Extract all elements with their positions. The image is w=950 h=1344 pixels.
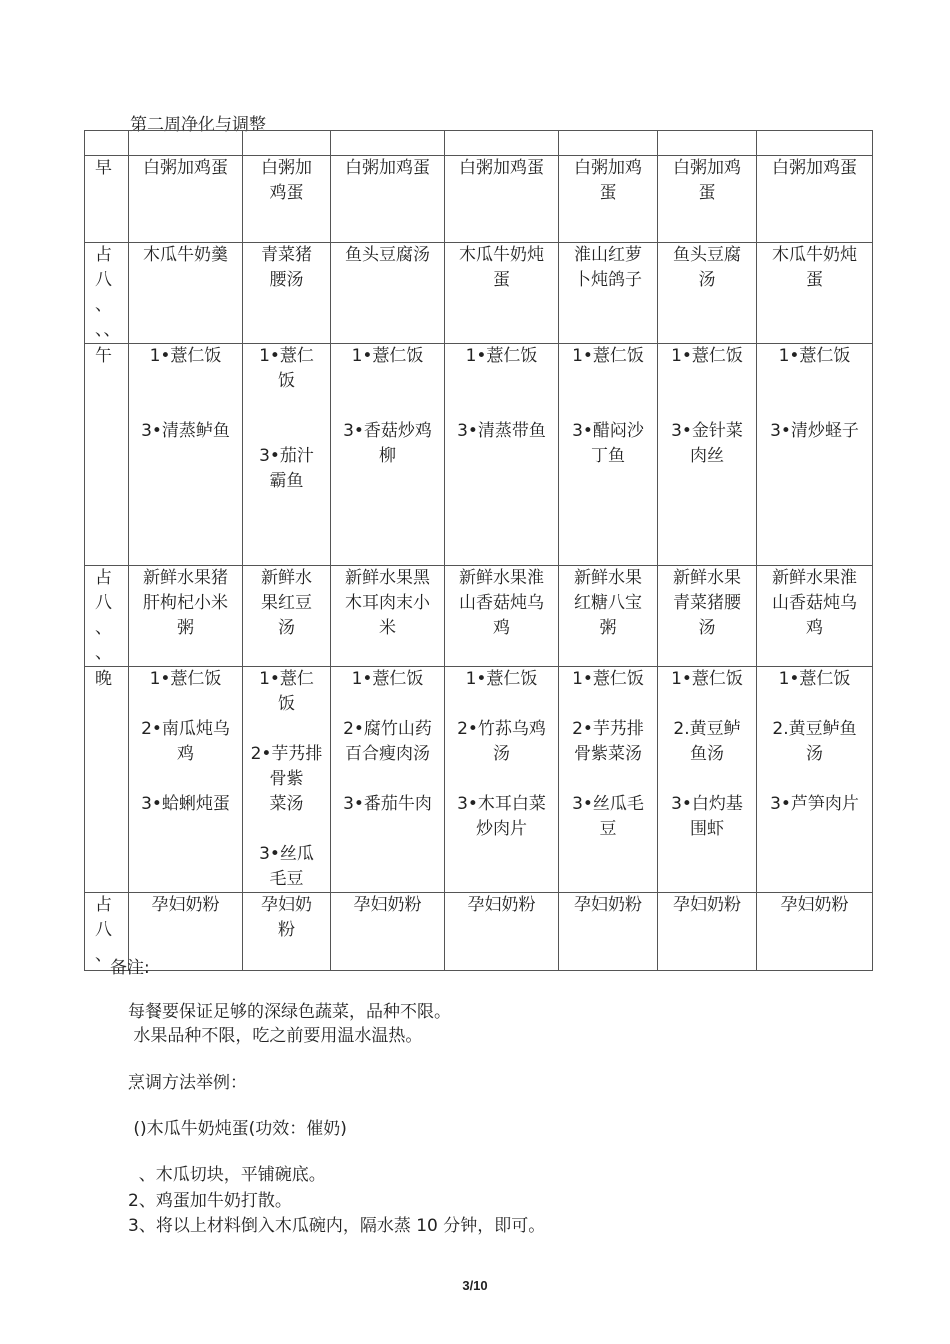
- row-label-text: 、: [95, 945, 112, 965]
- menu-cell-text: 新鲜水果淮 山香菇炖乌 鸡: [772, 568, 857, 638]
- menu-cell: [129, 566, 243, 667]
- menu-cell-text: 1•薏仁 饭 3•茄汁 霸鱼: [259, 346, 314, 491]
- menu-cell: [559, 243, 658, 344]
- menu-cell: [445, 243, 559, 344]
- row-label-text: 午: [95, 346, 112, 366]
- header-cell: [658, 131, 757, 156]
- menu-cell: [757, 156, 873, 243]
- menu-cell: [445, 566, 559, 667]
- menu-cell-text: 1•薏仁饭 3•清炒蛏子: [770, 346, 859, 441]
- menu-cell-text: 1•薏仁饭 3•醋闷沙 丁鱼: [572, 346, 644, 466]
- menu-cell: [129, 243, 243, 344]
- menu-cell-text: 孕妇奶 粉: [261, 895, 312, 940]
- menu-cell-text: 新鲜水果 红糖八宝 粥: [574, 568, 642, 638]
- row-label-text: 、: [95, 618, 112, 638]
- header-cell: [85, 131, 129, 156]
- row-label-snack: [85, 243, 129, 344]
- menu-cell: [445, 893, 559, 971]
- note-line: 每餐要保证足够的深绿色蔬菜，品种不限。: [128, 1002, 451, 1022]
- menu-cell: [129, 156, 243, 243]
- menu-cell: [757, 566, 873, 667]
- menu-cell-text: 白粥加鸡蛋: [345, 158, 430, 178]
- menu-cell: [658, 156, 757, 243]
- menu-cell-text: 新鲜水果 青菜猪腰 汤: [673, 568, 741, 638]
- menu-cell: [331, 667, 445, 893]
- menu-cell: [757, 667, 873, 893]
- menu-cell-text: 鱼头豆腐汤: [345, 245, 430, 265]
- menu-cell-text: 孕妇奶粉: [467, 895, 536, 915]
- header-cell: [331, 131, 445, 156]
- menu-cell-text: 孕妇奶粉: [780, 895, 849, 915]
- menu-cell: [559, 344, 658, 566]
- menu-cell-text: 1•薏仁饭 2•芋艿排 骨紫菜汤 3•丝瓜毛 豆: [572, 669, 644, 839]
- menu-cell-text: 1•薏仁饭 3•清蒸带鱼: [457, 346, 546, 441]
- table-row-breakfast: [85, 156, 873, 243]
- menu-cell: [559, 667, 658, 893]
- menu-cell: [658, 566, 757, 667]
- menu-cell-text: 1•薏仁饭 2•南瓜炖乌 鸡 3•蛤蜊炖蛋: [141, 669, 230, 814]
- header-cell: [445, 131, 559, 156]
- menu-cell-text: 新鲜水果淮 山香菇炖乌 鸡: [459, 568, 544, 638]
- table-row-dinner: [85, 667, 873, 893]
- row-label-text: 占: [95, 245, 112, 265]
- menu-cell-text: 白粥加鸡蛋: [459, 158, 544, 178]
- table-row-night-snack: [85, 893, 873, 971]
- menu-cell-text: 新鲜水果猪 肝枸杞小米 粥: [143, 568, 228, 638]
- menu-cell: [559, 893, 658, 971]
- row-label-breakfast: [85, 156, 129, 243]
- row-label-text: 占: [95, 568, 112, 588]
- header-cell: [757, 131, 873, 156]
- menu-cell: [559, 566, 658, 667]
- note-line: 2、鸡蛋加牛奶打散。: [128, 1191, 292, 1211]
- menu-cell: [757, 344, 873, 566]
- menu-cell-text: 白粥加鸡 蛋: [574, 158, 642, 203]
- menu-cell-text: 1•薏仁饭 3•香菇炒鸡 柳: [343, 346, 432, 466]
- menu-cell-text: 1•薏仁饭 2•腐竹山药 百合瘦肉汤 3•番茄牛肉: [343, 669, 432, 814]
- row-label-text: 八: [95, 920, 112, 940]
- row-label-text: 、: [95, 295, 112, 315]
- header-cell: [129, 131, 243, 156]
- menu-cell-text: 鱼头豆腐 汤: [673, 245, 741, 290]
- menu-cell-text: 淮山红萝 卜炖鸽子: [574, 245, 642, 290]
- row-label-text: 、、: [95, 320, 121, 340]
- menu-cell-text: 木瓜牛奶羹: [143, 245, 228, 265]
- note-line: 、木瓜切块，平铺碗底。: [128, 1165, 326, 1185]
- row-label-text: 八: [95, 593, 112, 613]
- menu-cell-text: 1•薏仁饭 2.黄豆鲈 鱼汤 3•白灼基 围虾: [671, 669, 743, 839]
- menu-cell: [331, 243, 445, 344]
- menu-cell: [243, 156, 331, 243]
- row-label-dinner: [85, 667, 129, 893]
- menu-cell-text: 白粥加 鸡蛋: [261, 158, 312, 203]
- menu-cell: [129, 344, 243, 566]
- menu-cell-text: 1•薏仁饭 2.黄豆鲈鱼 汤 3•芦笋肉片: [770, 669, 859, 814]
- table-row-morning-snack: [85, 243, 873, 344]
- note-line: 水果品种不限，吃之前要用温水温热。: [128, 1026, 423, 1046]
- menu-cell: [658, 893, 757, 971]
- menu-cell: [658, 344, 757, 566]
- menu-cell: [445, 156, 559, 243]
- table-row-afternoon-snack: [85, 566, 873, 667]
- menu-cell-text: 孕妇奶粉: [151, 895, 220, 915]
- note-line: 3、将以上材料倒入木瓜碗内，隔水蒸 10 分钟，即可。: [128, 1216, 546, 1236]
- menu-cell: [331, 156, 445, 243]
- menu-cell: [445, 667, 559, 893]
- menu-cell: [331, 566, 445, 667]
- menu-cell-text: 白粥加鸡蛋: [772, 158, 857, 178]
- row-label-lunch: [85, 344, 129, 566]
- note-line: 烹调方法举例：: [128, 1073, 247, 1093]
- menu-cell: [757, 893, 873, 971]
- menu-cell-text: 新鲜水 果红豆 汤: [261, 568, 312, 638]
- menu-cell: [243, 243, 331, 344]
- row-label-snack: [85, 566, 129, 667]
- row-label-text: 占: [95, 895, 112, 915]
- menu-cell: [331, 344, 445, 566]
- menu-cell: [445, 344, 559, 566]
- menu-cell: [658, 667, 757, 893]
- menu-cell-text: 1•薏仁饭 3•清蒸鲈鱼: [141, 346, 230, 441]
- menu-cell-text: 孕妇奶粉: [353, 895, 422, 915]
- menu-cell: [129, 667, 243, 893]
- header-cell: [243, 131, 331, 156]
- table-row-lunch: [85, 344, 873, 566]
- menu-cell: [559, 156, 658, 243]
- menu-cell-text: 木瓜牛奶炖 蛋: [459, 245, 544, 290]
- menu-cell-text: 1•薏仁饭 2•竹荪乌鸡 汤 3•木耳白菜 炒肉片: [457, 669, 546, 839]
- note-line: ()木瓜牛奶炖蛋(功效：催奶): [128, 1119, 347, 1139]
- menu-cell: [331, 893, 445, 971]
- menu-cell: [757, 243, 873, 344]
- menu-cell: [658, 243, 757, 344]
- table-header-row: [85, 131, 873, 156]
- menu-cell: [243, 566, 331, 667]
- row-label-text: 八: [95, 270, 112, 290]
- row-label-text: 晚: [95, 669, 112, 689]
- menu-cell-text: 孕妇奶粉: [574, 895, 642, 915]
- menu-cell: [243, 667, 331, 893]
- menu-cell-text: 白粥加鸡 蛋: [673, 158, 741, 203]
- menu-cell: [243, 893, 331, 971]
- row-label-text: 早: [95, 158, 112, 178]
- header-cell: [559, 131, 658, 156]
- menu-cell-text: 1•薏仁饭 3•金针菜 肉丝: [671, 346, 743, 466]
- menu-cell-text: 青菜猪 腰汤: [261, 245, 312, 290]
- row-label-text: 、: [95, 643, 112, 663]
- menu-cell-text: 白粥加鸡蛋: [143, 158, 228, 178]
- menu-cell-text: 1•薏仁 饭 2•芋艿排 骨紫 菜汤 3•丝瓜 毛豆: [250, 669, 323, 889]
- menu-cell: [243, 344, 331, 566]
- menu-cell-text: 孕妇奶粉: [673, 895, 741, 915]
- page-title: 第二周净化与调整: [130, 115, 266, 135]
- weekly-menu-table: [84, 130, 873, 971]
- notes-heading: 备注:: [110, 958, 150, 978]
- menu-cell-text: 新鲜水果黑 木耳肉末小 米: [345, 568, 430, 638]
- menu-cell-text: 木瓜牛奶炖 蛋: [772, 245, 857, 290]
- page-number: 3/10: [462, 1278, 488, 1293]
